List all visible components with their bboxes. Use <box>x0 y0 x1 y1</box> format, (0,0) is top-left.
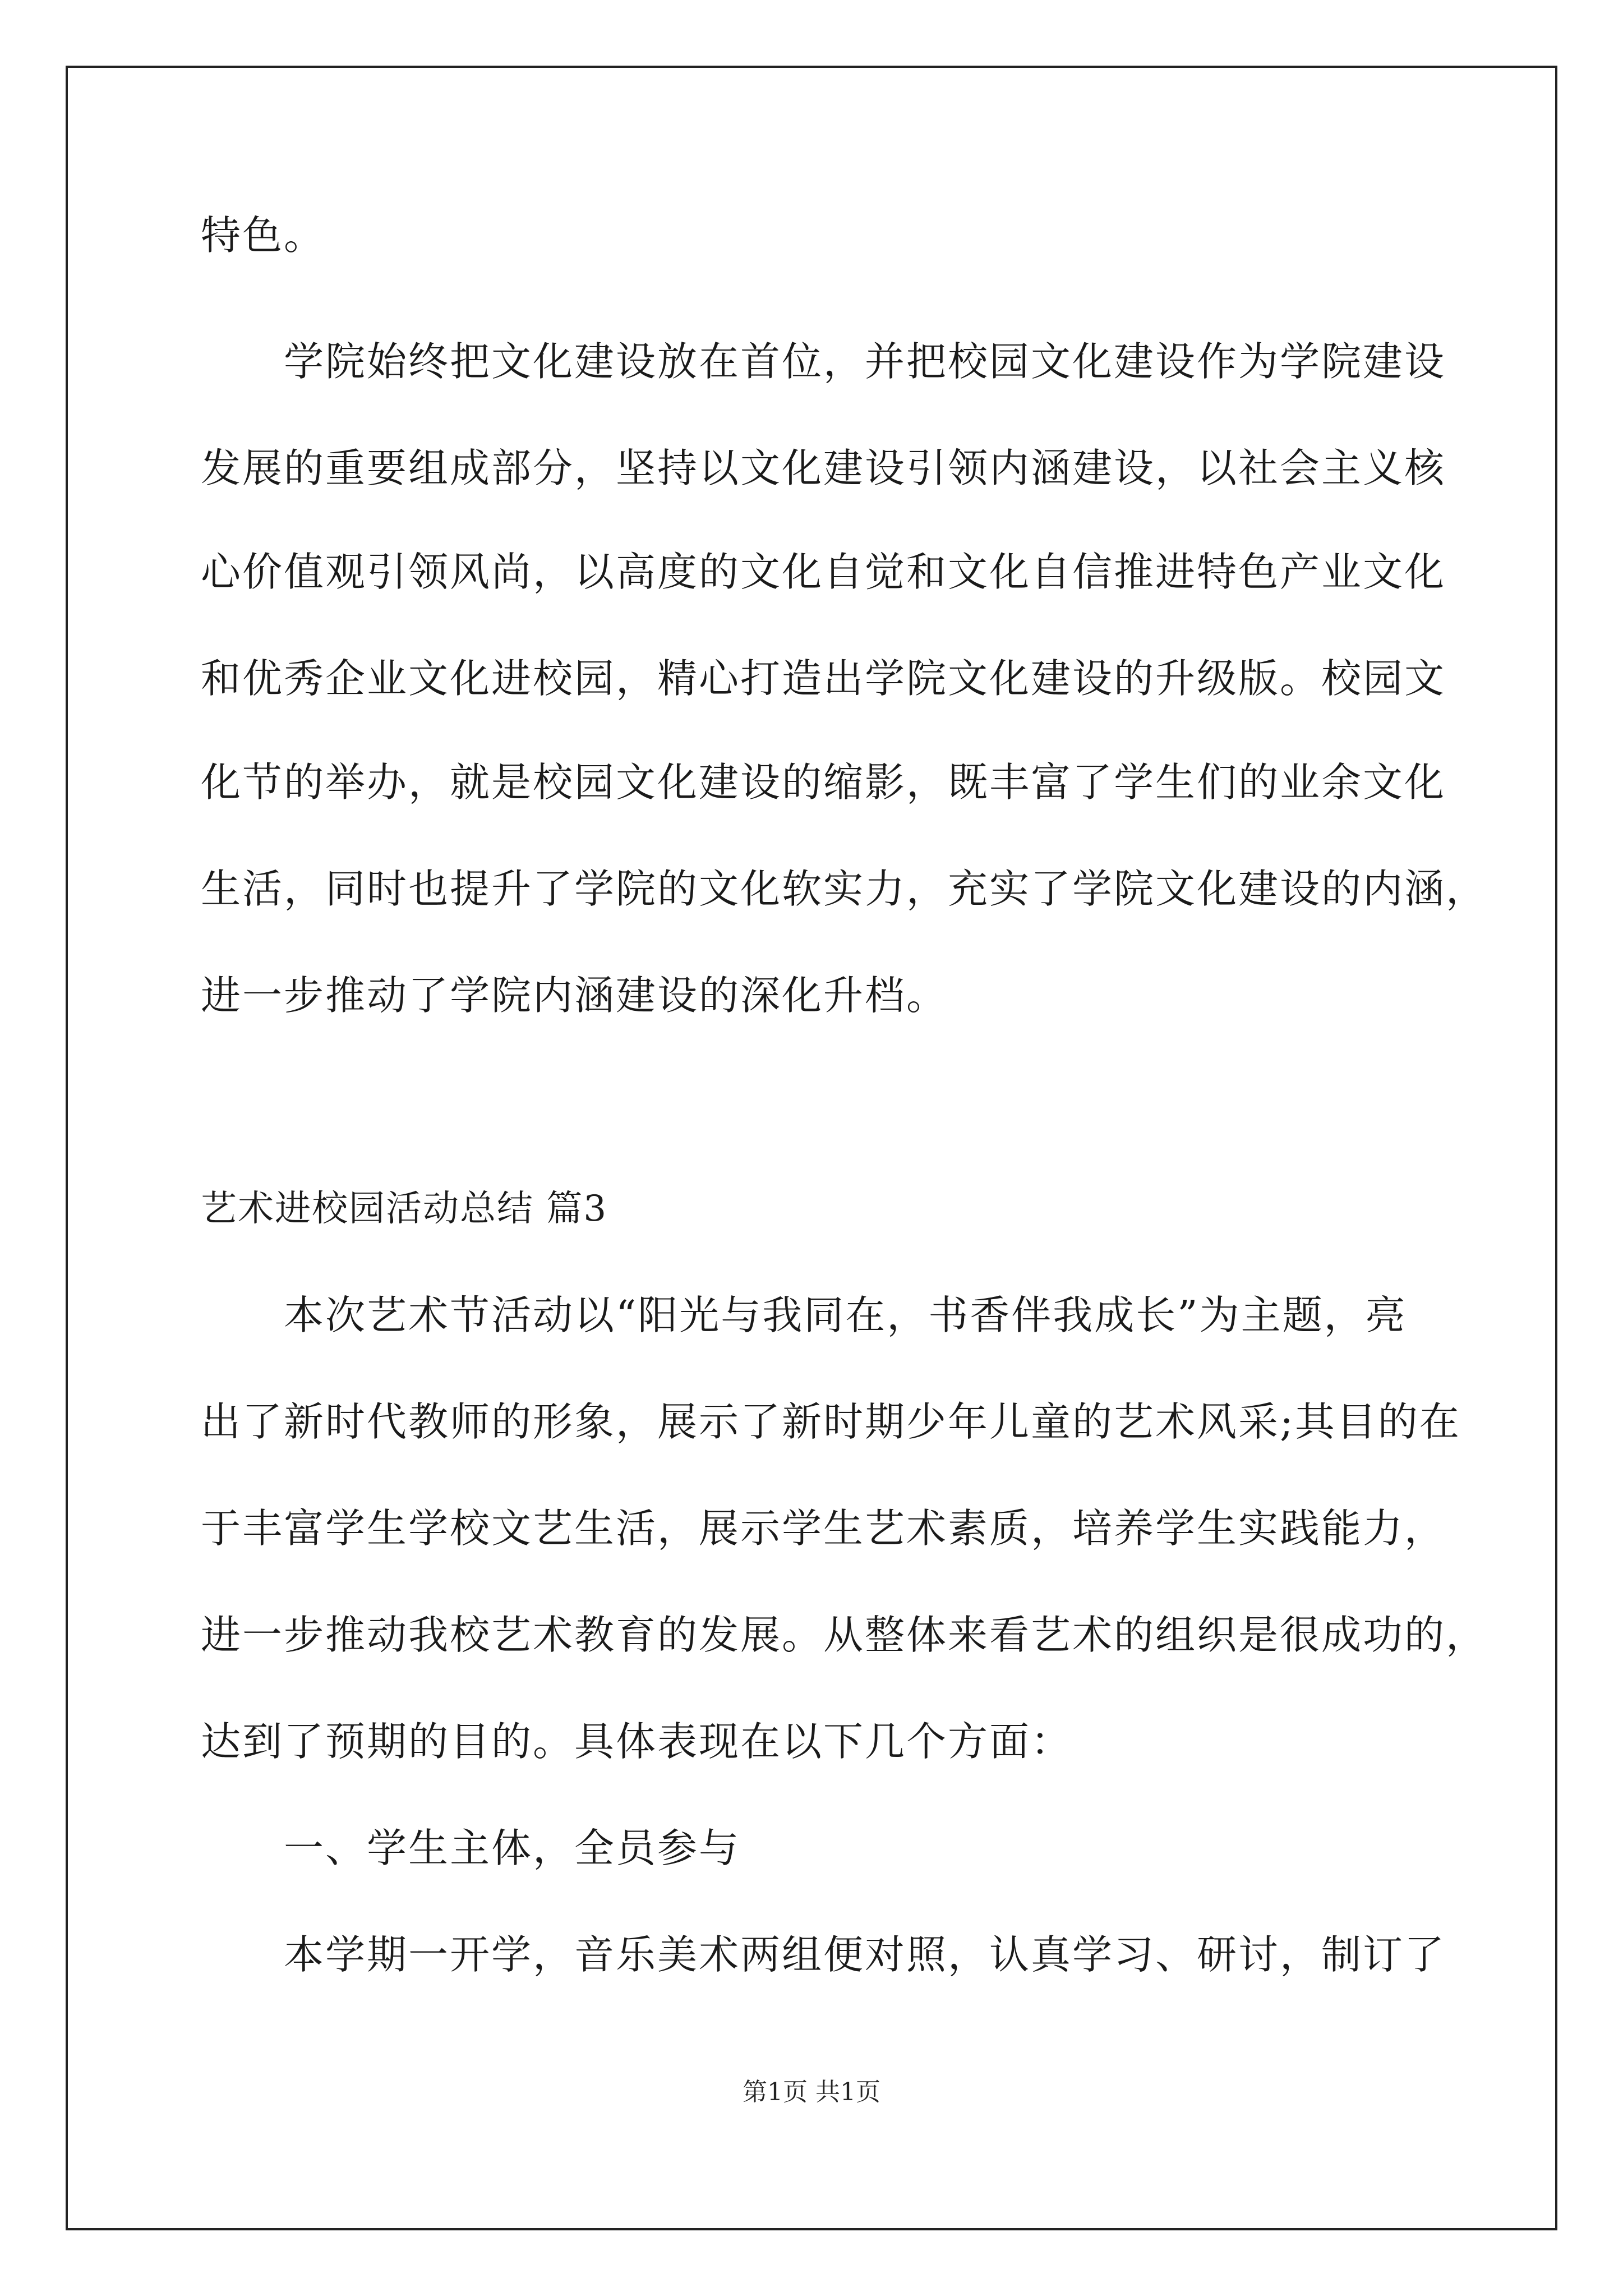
page-footer: 第1页 共1页 <box>743 2078 880 2106</box>
subheading-line: 一、学生主体，全员参与 <box>284 1825 741 1871</box>
paragraph-line: 生活，同时也提升了学院的文化软实力，充实了学院文化建设的内涵， <box>201 866 1488 912</box>
paragraph-line: 进一步推动了学院内涵建设的深化升档。 <box>201 972 948 1019</box>
section-heading: 艺术进校园活动总结 篇3 <box>201 1188 608 1230</box>
paragraph-line: 本次艺术节活动以“阳光与我同在，书香伴我成长”为主题，亮 <box>284 1292 1407 1338</box>
paragraph-line: 本学期一开学，音乐美术两组便对照，认真学习、研讨，制订了 <box>284 1931 1446 1978</box>
paragraph-line: 心价值观引领风尚，以高度的文化自觉和文化自信推进特色产业文化 <box>201 549 1446 595</box>
paragraph-line: 化节的举办，就是校园文化建设的缩影，既丰富了学生们的业余文化 <box>201 759 1446 806</box>
paragraph-line: 学院始终把文化建设放在首位，并把校园文化建设作为学院建设 <box>284 338 1446 385</box>
paragraph-line: 出了新时代教师的形象，展示了新时期少年儿童的艺术风采;其目的在 <box>201 1398 1461 1445</box>
paragraph-line: 和优秀企业文化进校园，精心打造出学院文化建设的升级版。校园文 <box>201 655 1446 702</box>
paragraph-line: 特色。 <box>201 212 326 259</box>
paragraph-line: 发展的重要组成部分，坚持以文化建设引领内涵建设，以社会主义核 <box>201 445 1446 491</box>
page-border <box>66 66 1557 2230</box>
paragraph-line: 于丰富学生学校文艺生活，展示学生艺术素质，培养学生实践能力， <box>201 1505 1446 1552</box>
paragraph-line: 进一步推动我校艺术教育的发展。从整体来看艺术的组织是很成功的， <box>201 1612 1488 1658</box>
paragraph-line: 达到了预期的目的。具体表现在以下几个方面： <box>201 1718 1073 1765</box>
